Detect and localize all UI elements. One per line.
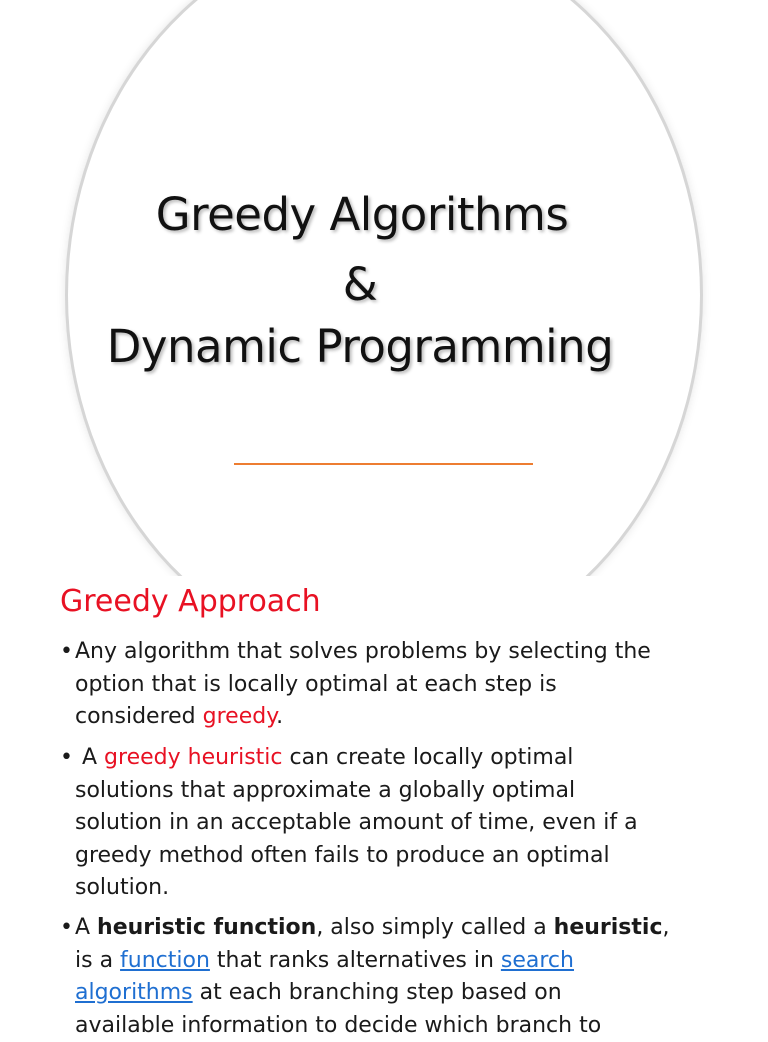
bullet-1-period: . (276, 704, 283, 729)
highlight-greedy-heuristic: greedy heuristic (104, 745, 282, 770)
bullet-dot: • (60, 742, 73, 775)
bold-heuristic-function: heuristic function (97, 915, 316, 940)
bullet-3-line-1 (60, 912, 740, 945)
link-algorithms[interactable]: algorithms (75, 980, 193, 1005)
bullet-3-text: at each branching step based on (193, 980, 562, 1005)
title-line-1: Greedy Algorithms (0, 188, 746, 241)
bullet-1-line-2: option that is locally optimal at each step is (60, 669, 740, 702)
content-slide (0, 576, 768, 1024)
bullet-2-line-1 (60, 742, 740, 775)
bullet-item-1 (60, 636, 740, 734)
title-line-2: & (0, 258, 744, 311)
bullet-3-line-3 (60, 977, 740, 1010)
bullet-1-text: considered (75, 704, 203, 729)
title-accent-rule (234, 463, 533, 465)
bullet-2-line-3: solution in an acceptable amount of time, even if a (60, 807, 740, 840)
bullet-3-line-4: available information to decide which branch to (60, 1010, 740, 1042)
highlight-greedy: greedy (203, 704, 276, 729)
bullet-1-line-1: Any algorithm that solves problems by selecting the (60, 636, 740, 669)
bullet-2-text: A (75, 745, 104, 770)
bullet-3-text: , (663, 915, 670, 940)
bullet-3-line-2 (60, 945, 740, 978)
bullet-3-text: , also simply called a (316, 915, 553, 940)
title-line-3: Dynamic Programming (0, 320, 744, 373)
bullet-3-text: that ranks alternatives in (210, 948, 501, 973)
bullet-2-line-4: greedy method often fails to produce an optimal (60, 840, 740, 873)
bold-heuristic: heuristic (554, 915, 663, 940)
content-heading: Greedy Approach (60, 584, 321, 619)
bullet-3-text: is a (75, 948, 120, 973)
link-function[interactable]: function (120, 948, 210, 973)
bullet-3-text: A (75, 915, 97, 940)
bullet-2-text: can create locally optimal (283, 745, 574, 770)
bullet-1-line-3 (60, 701, 740, 734)
bullet-item-3 (60, 912, 740, 1042)
bullet-2-line-5: solution. (60, 872, 740, 905)
bullet-2-line-2: solutions that approximate a globally optimal (60, 775, 740, 808)
bullet-dot: • (60, 912, 73, 945)
bullet-dot: • (60, 636, 73, 669)
bullet-item-2 (60, 742, 740, 905)
link-search[interactable]: search (501, 948, 574, 973)
